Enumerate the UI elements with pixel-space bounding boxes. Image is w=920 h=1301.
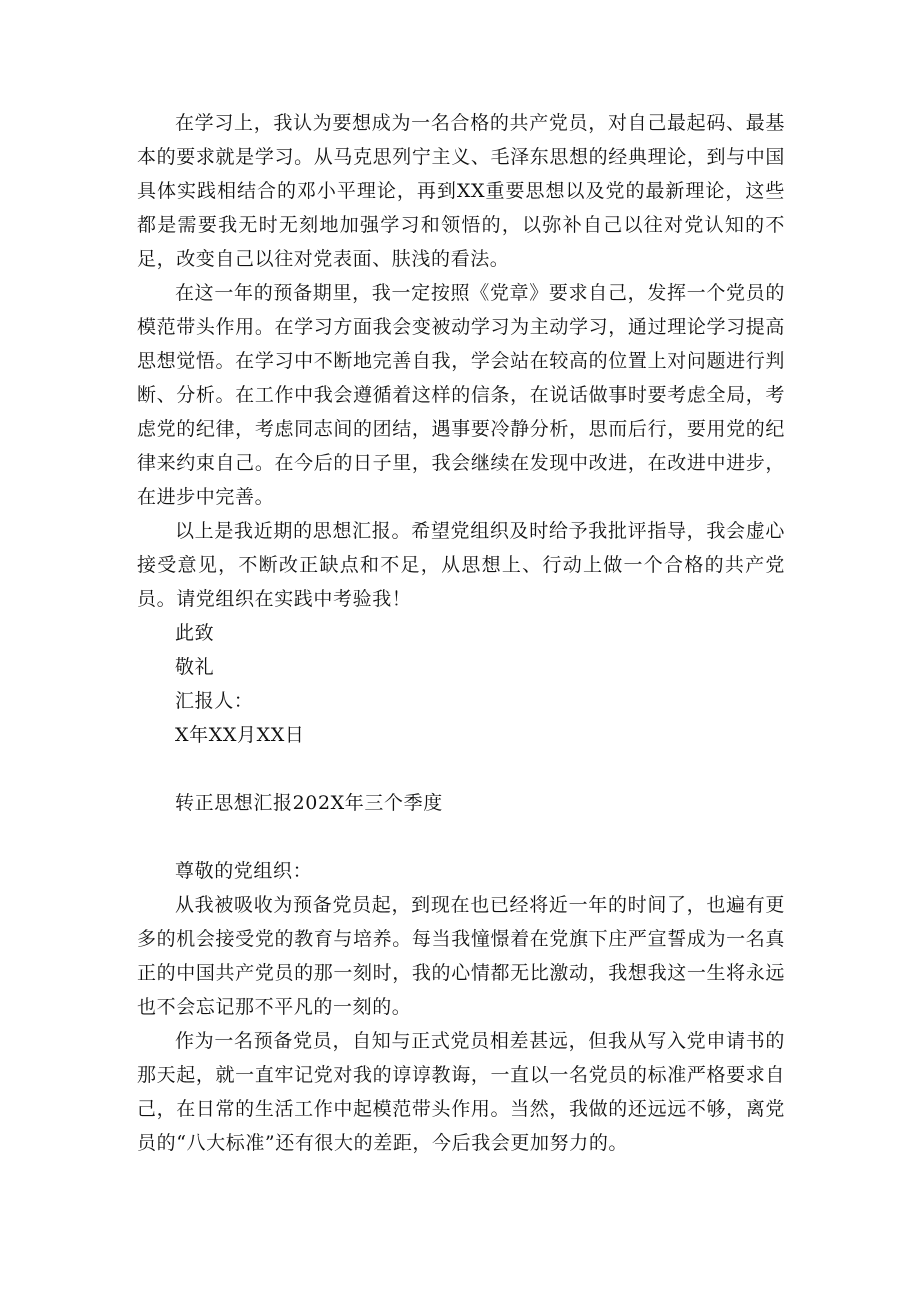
- paragraph-self-assessment: 作为一名预备党员，自知与正式党员相差甚远，但我从写入党申请书的那天起，就一直牢记党对我的谆谆教诲，一直以一名党员的标准严格要求自己，在日常的生活工作中起模范带头作用。当然，我做的还远远不够，离党员的“八大标准”还有很大的差距，今后我会更加努力的。: [137, 1030, 785, 1154]
- spacer: [137, 820, 785, 854]
- salutation: 尊敬的党组织：: [175, 860, 313, 882]
- paragraph-admission: 从我被吸收为预备党员起，到现在也已经将近一年的时间了，也遍有更多的机会接受党的教育与培养。每当我憧憬着在党旗下庄严宣誓成为一名真正的中国共产党员的那一刻时，我的心情都无比激动，我想我这一生将永远也不会忘记那不平凡的一刻的。: [137, 894, 785, 1018]
- second-report-title: 转正思想汇报202X年三个季度: [175, 792, 443, 814]
- paragraph-probation: 在这一年的预备期里，我一定按照《党章》要求自己，发挥一个党员的模范带头作用。在学习方面我会变被动学习为主动学习，通过理论学习提高思想觉悟。在学习中不断地完善自我，学会站在较高的位置上对问题进行判断、分析。在工作中我会遵循着这样的信条，在说话做事时要考虑全局，考虑党的纪律，考虑同志间的团结，遇事要冷静分析，思而后行，要用党的纪律来约束自己。在今后的日子里，我会继续在发现中改进，在改进中进步，在进步中完善。: [137, 282, 785, 508]
- spacer: [137, 752, 785, 786]
- closing-line-1: 此致: [175, 622, 215, 644]
- paragraph-summary: 以上是我近期的思想汇报。希望党组织及时给予我批评指导，我会虚心接受意见，不断改正缺点和不足，从思想上、行动上做一个合格的共产党员。请党组织在实践中考验我！: [137, 520, 785, 610]
- report-date: X年XX月XX日: [175, 724, 305, 746]
- document-body: [137, 106, 785, 1160]
- reporter-label: 汇报人：: [175, 690, 254, 712]
- closing-line-2: 敬礼: [175, 656, 215, 678]
- paragraph-study: 在学习上，我认为要想成为一名合格的共产党员，对自己最起码、最基本的要求就是学习。从马克思列宁主义、毛泽东思想的经典理论，到与中国具体实践相结合的邓小平理论，再到XX重要思想以及党的最新理论，这些都是需要我无时无刻地加强学习和领悟的，以弥补自己以往对党认知的不足，改变自己以往对党表面、肤浅的看法。: [137, 112, 785, 270]
